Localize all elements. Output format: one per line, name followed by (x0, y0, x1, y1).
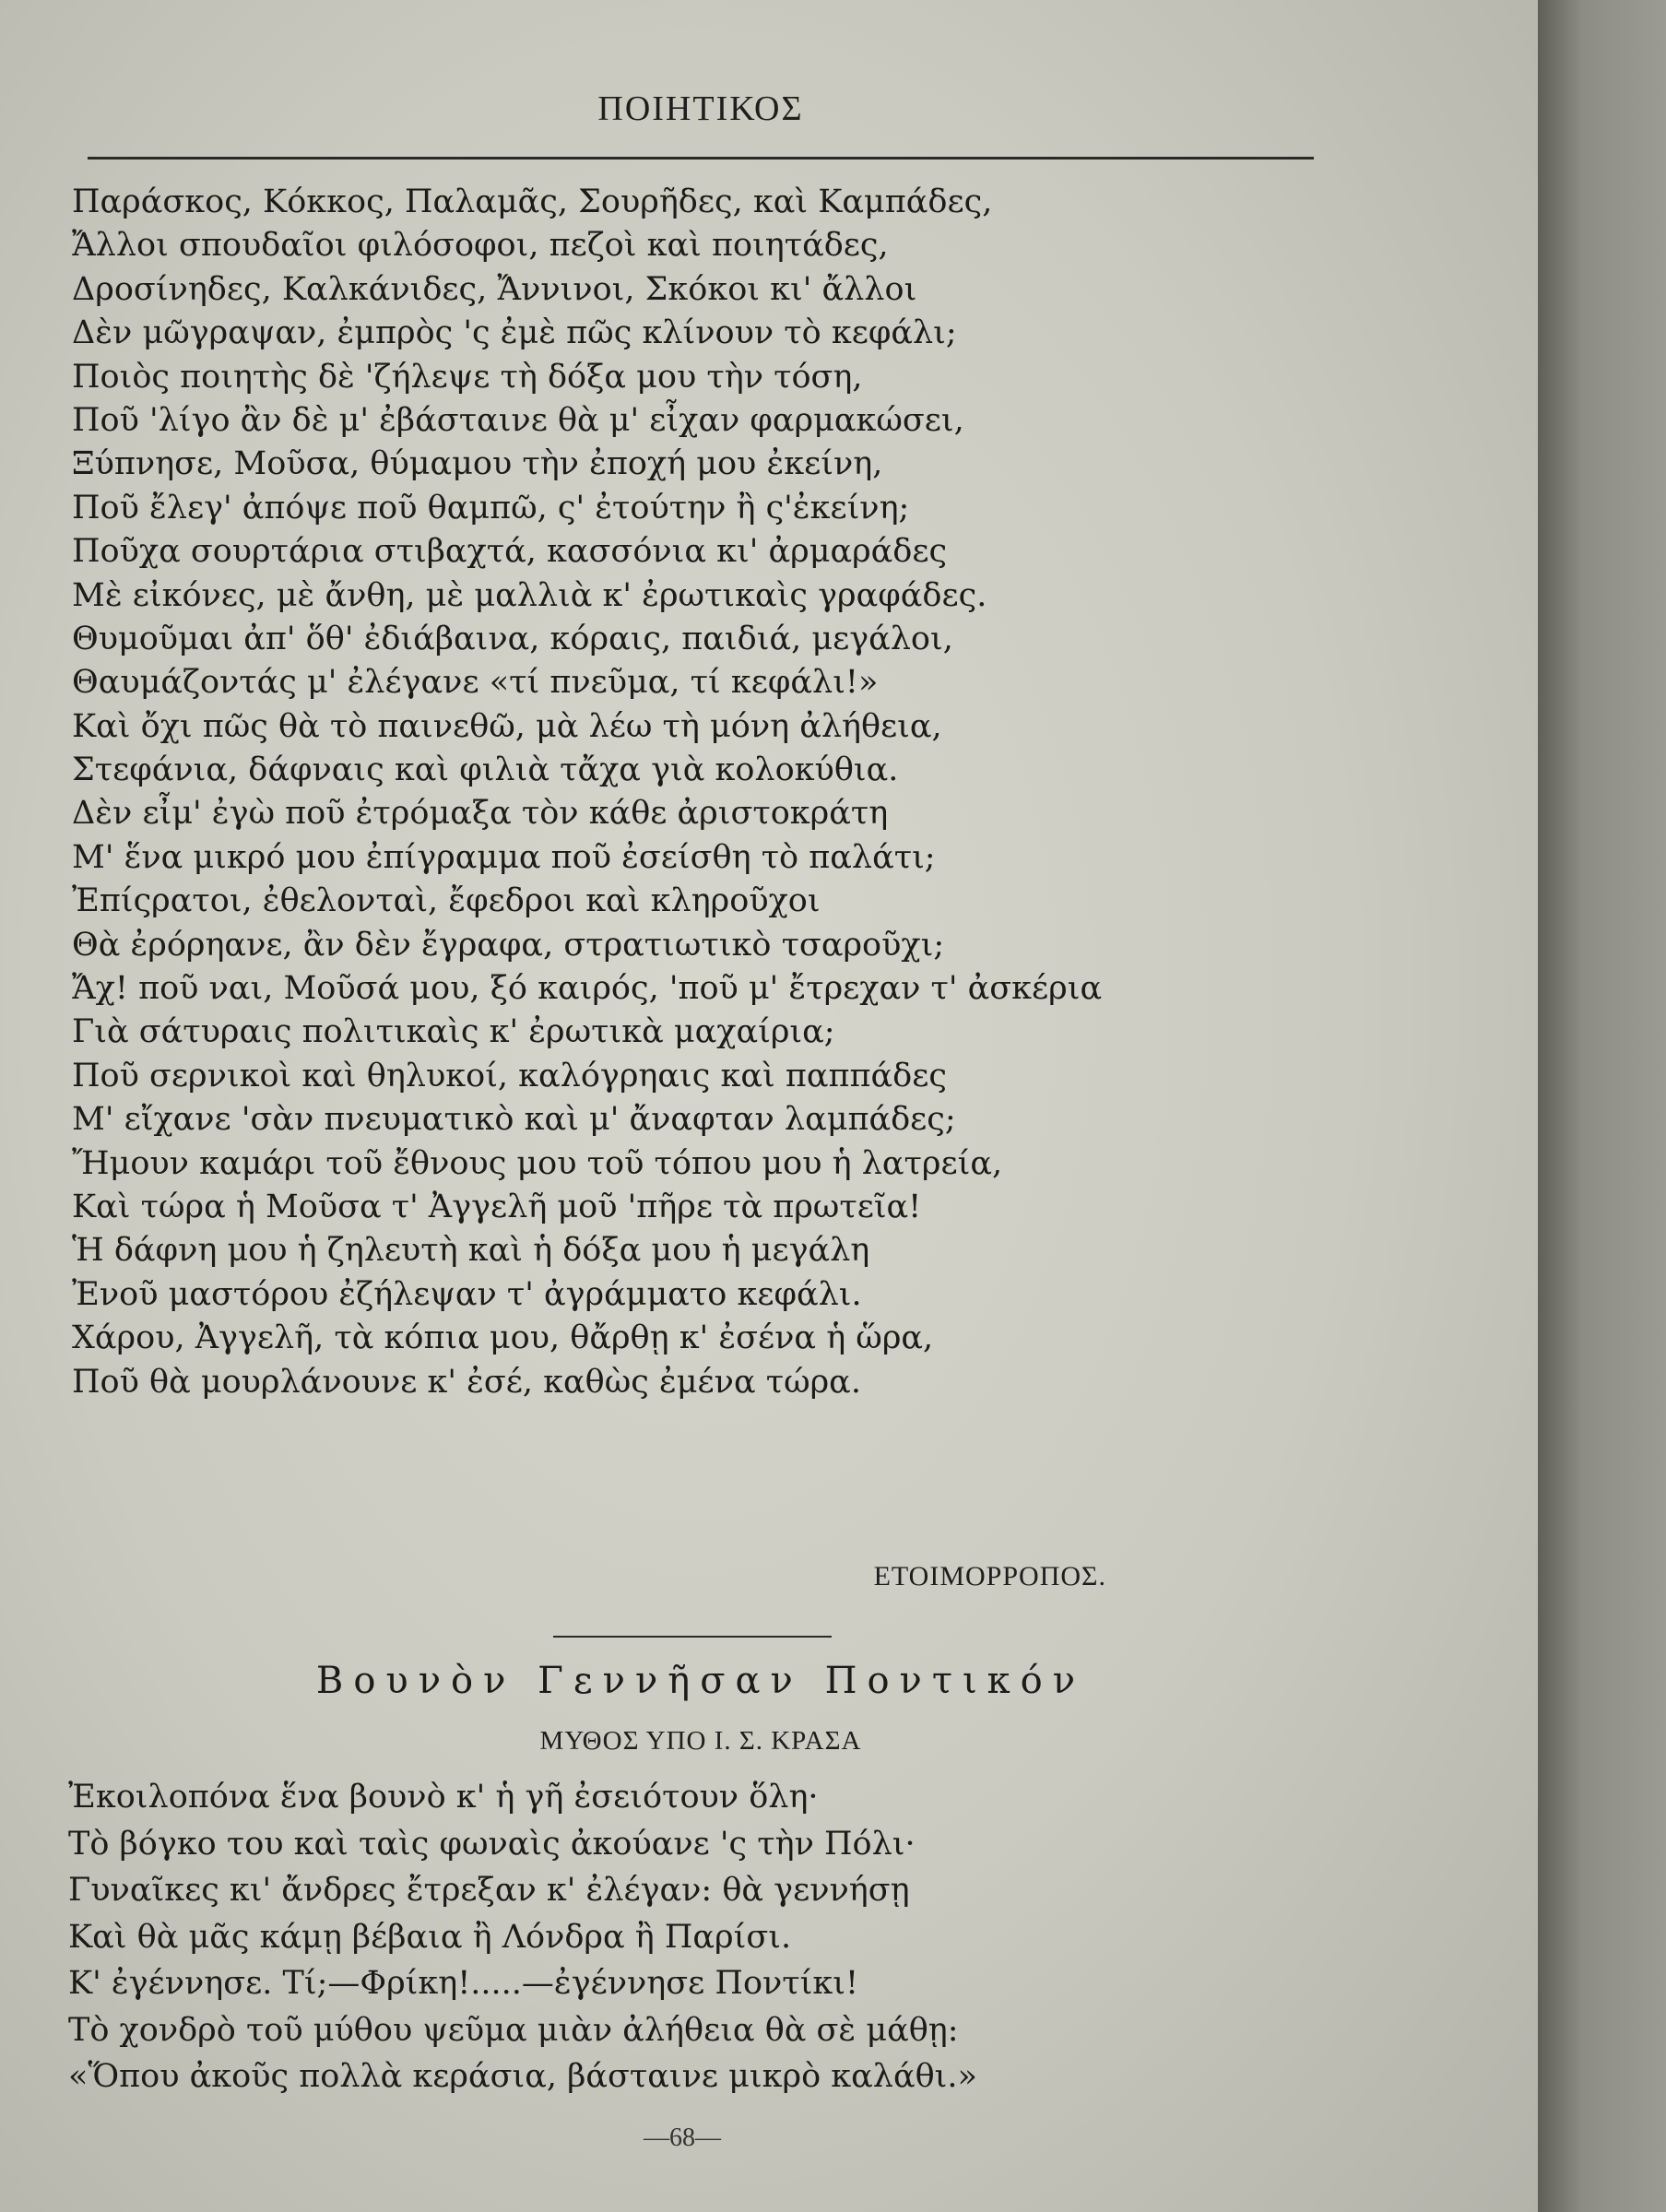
poem-line: Ποῦ ἔλεγ' ἀπόψε ποῦ θαμπῶ, ς' ἐτούτην ἢ ς'ἐκείνη; (72, 489, 910, 526)
poem-line: Καὶ τώρα ἡ Μοῦσα τ' Ἀγγελῆ μοῦ 'πῆρε τὰ πρωτεῖα! (72, 1188, 922, 1225)
poem-line: Ἐνοῦ μαστόρου ἐζήλεψαν τ' ἀγράμματο κεφάλι. (72, 1275, 862, 1313)
fable-line: Καὶ θὰ μᾶς κάμῃ βέβαια ἢ Λόνδρα ἢ Παρίσι. (68, 1918, 792, 1956)
poem-line: Παράσκος, Κόκκος, Παλαμᾶς, Σουρῆδες, καὶ Καμπάδες, (72, 183, 993, 220)
poem-line: Ποῦ σερνικοὶ καὶ θηλυκοί, καλόγρηαις καὶ παππάδες (72, 1057, 947, 1094)
poem-line: Καὶ ὄχι πῶς θὰ τὸ παινεθῶ, μὰ λέω τὴ μόνη ἀλήθεια, (72, 707, 942, 745)
poem-line: Ἐπίςρατοι, ἐθελονταὶ, ἔφεδροι καὶ κληροῦχοι (72, 882, 821, 920)
poem-line: Δὲν εἶμ' ἐγὼ ποῦ ἐτρόμαξα τὸν κάθε ἀριστοκράτη (72, 795, 889, 833)
poem-line: Θυμοῦμαι ἀπ' ὅθ' ἐδιάβαινα, κόραις, παιδιά, μεγάλοι, (72, 620, 953, 657)
poem-body (72, 181, 1363, 1404)
poem-line: Ἄχ! ποῦ ναι, Μοῦσά μου, ξό καιρός, 'ποῦ μ' ἔτρεχαν τ' ἀσκέρια (72, 970, 1103, 1008)
poem-line: Γιὰ σάτυραις πολιτικαὶς κ' ἐρωτικὰ μαχαίρια; (72, 1013, 835, 1051)
fable-body (68, 1774, 1451, 2100)
section-divider (553, 1636, 832, 1638)
poem-line: Χάρου, Ἀγγελῆ, τὰ κόπια μου, θἄρθῃ κ' ἐσένα ἡ ὥρα, (72, 1319, 934, 1357)
poem-line: Στεφάνια, δάφναις καὶ φιλιὰ τἄχα γιὰ κολοκύθια. (72, 751, 899, 789)
fable-line: Γυναῖκες κι' ἄνδρες ἔτρεξαν κ' ἐλέγαν: θὰ γεννήσῃ (68, 1872, 910, 1909)
poem-line: Μὲ εἰκόνες, μὲ ἄνθη, μὲ μαλλιὰ κ' ἐρωτικαὶς γραφάδες. (72, 576, 987, 614)
poem-line: Ποιὸς ποιητὴς δὲ 'ζήλεψε τὴ δόξα μου τὴν τόση, (72, 358, 863, 396)
poem-line: Μ' εἴχανε 'σὰν πνευματικὸ καὶ μ' ἄναφταν λαμπάδες; (72, 1101, 956, 1139)
poem-line: Ξύπνησε, Μοῦσα, θύμαμου τὴν ἐποχή μου ἐκείνη, (72, 445, 883, 483)
poem-line: Ἄλλοι σπουδαῖοι φιλόσοφοι, πεζοὶ καὶ ποιητάδες, (72, 227, 889, 265)
poem-line: Ποῦ θὰ μουρλάνουνε κ' ἐσέ, καθὼς ἐμένα τώρα. (72, 1363, 861, 1401)
book-gutter (1538, 0, 1666, 2212)
fable-line: Κ' ἐγέννησε. Τί;—Φρίκη!.....—ἐγέννησε Ποντίκι! (68, 1965, 859, 2002)
poem-line: Θὰ ἐρόρηανε, ἂν δὲν ἔγραφα, στρατιωτικὸ τσαροῦχι; (72, 926, 945, 964)
fable-line: Τὸ βόγκο του καὶ ταὶς φωναὶς ἀκούανε 'ς τὴν Πόλι· (68, 1825, 916, 1863)
fable-line: «Ὅπου ἀκοῦς πολλὰ κεράσια, βάσταινε μικρὸ καλάθι.» (68, 2058, 977, 2095)
poem-line: Ποῦχα σουρτάρια στιβαχτά, κασσόνια κι' ἀρμαράδες (72, 533, 948, 571)
fable-title: Βουνὸν Γεννῆσαν Ποντικόν (315, 1660, 1086, 1702)
poem-line: Μ' ἕνα μικρό μου ἐπίγραμμα ποῦ ἐσείσθη τὸ παλάτι; (72, 838, 936, 876)
poem-line: Θαυμάζοντάς μ' ἐλέγανε «τί πνεῦμα, τί κεφάλι!» (72, 664, 879, 702)
poem-line: Δὲν μῶγραψαν, ἐμπρὸς 'ς ἐμὲ πῶς κλίνουν τὸ κεφάλι; (72, 314, 957, 352)
poem-line: Ἡ δάφνη μου ἡ ζηλευτὴ καὶ ἡ δόξα μου ἡ μεγάλη (72, 1232, 870, 1270)
poem-line: Ἤμουν καμάρι τοῦ ἔθνους μου τοῦ τόπου μου ἡ λατρεία, (72, 1144, 1003, 1182)
poem-line: Ποῦ 'λίγο ἂν δὲ μ' ἐβάσταινε θὰ μ' εἶχαν φαρμακώσει, (72, 401, 964, 439)
running-title: ΠΟΙΗΤΙΚΟΣ (597, 89, 804, 128)
fable-line: Ἐκοιλοπόνα ἕνα βουνὸ κ' ἡ γῆ ἐσειότουν ὅλη· (68, 1779, 819, 1816)
fable-line: Τὸ χονδρὸ τοῦ μύθου ψεῦμα μιὰν ἀλήθεια θὰ σὲ μάθῃ: (68, 2011, 959, 2049)
header-rule (88, 157, 1314, 160)
poem-line: Δροσίνηδες, Καλκάνιδες, Ἄννινοι, Σκόκοι κι' ἄλλοι (72, 270, 917, 308)
poem-signature: ΕΤΟΙΜΟΡΡΟΠΟΣ. (873, 1561, 1106, 1591)
fable-byline: ΜΥΘΟΣ ΥΠΟ Ι. Σ. ΚΡΑΣΑ (539, 1726, 862, 1756)
page-number: —68— (644, 2123, 721, 2152)
